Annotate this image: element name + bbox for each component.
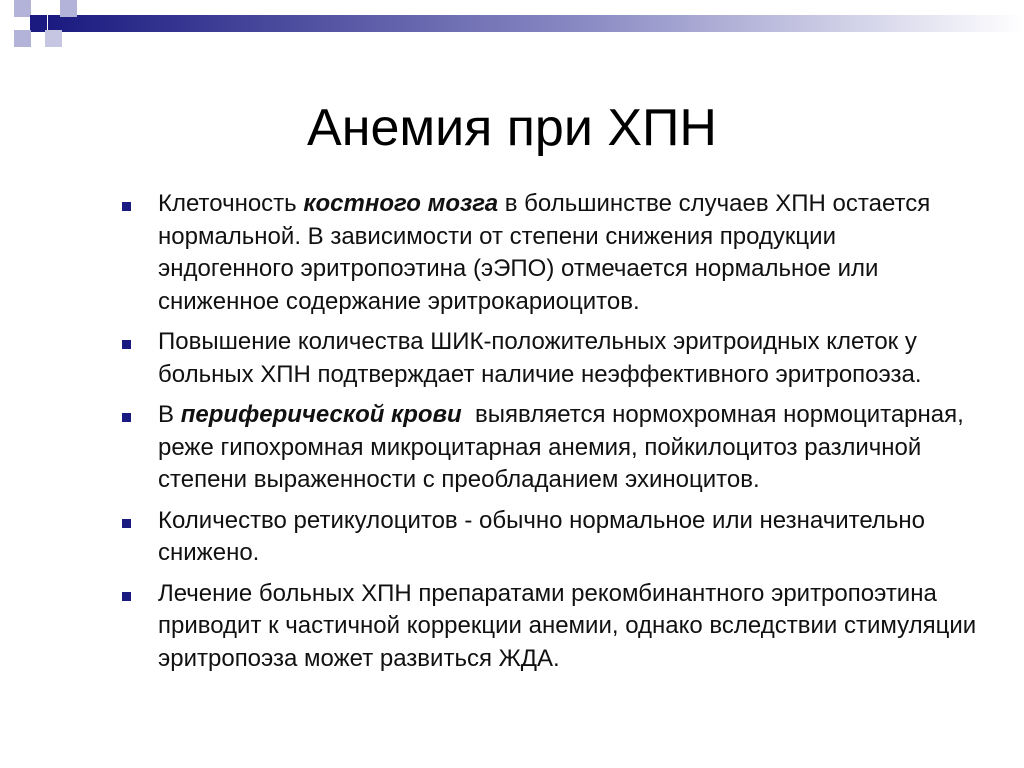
square-bullet-icon (122, 592, 131, 601)
bullet-item-5 (118, 578, 978, 676)
bullet-list (118, 188, 978, 683)
header-gradient-bar (48, 15, 1024, 32)
bullet-text: Количество ретикулоцитов - обычно нормальное или незначительно снижено. (158, 506, 925, 566)
bullet-item-4 (118, 505, 978, 570)
bullet-text: В периферической крови выявляется нормохромная нормоцитарная, реже гипохромная микроцитарная анемия, пойкилоцитоз различной степени выраженности с преобладанием эхиноцитов. (158, 401, 971, 493)
square-bullet-icon (122, 202, 131, 211)
square-bullet-icon (122, 413, 131, 422)
bullet-item-2 (118, 326, 978, 391)
bullet-item-3 (118, 399, 978, 497)
emphasis-text: периферической крови (180, 401, 462, 428)
header-decoration (0, 0, 1024, 60)
header-square-light-4 (45, 30, 62, 47)
bullet-text: Лечение больных ХПН препаратами рекомбинантного эритропоэтина приводит к частичной коррекции анемии, однако вследствии стимуляции эритропоэза может развиться ЖДА. (158, 579, 977, 672)
slide-title: Анемия при ХПН (307, 99, 717, 157)
emphasis-text: костного мозга (303, 190, 499, 217)
header-square-light-2 (60, 0, 77, 17)
square-bullet-icon (122, 340, 131, 349)
bullet-text: Клеточность костного мозга в большинстве случаев ХПН остается нормальной. В зависимости от степени снижения продукции эндогенного эритропоэтина (эЭПО) отмечается нормальное или сниженное содержание эритрокариоцитов. (158, 190, 931, 315)
header-square-dark-1 (30, 15, 47, 32)
bullet-item-1 (118, 188, 978, 318)
square-bullet-icon (122, 519, 131, 528)
bullet-text: Повышение количества ШИК-положительных эритроидных клеток у больных ХПН подтверждает наличие неэффективного эритропоэза. (158, 328, 922, 388)
header-square-light-1 (14, 0, 31, 17)
header-square-light-3 (14, 30, 31, 47)
